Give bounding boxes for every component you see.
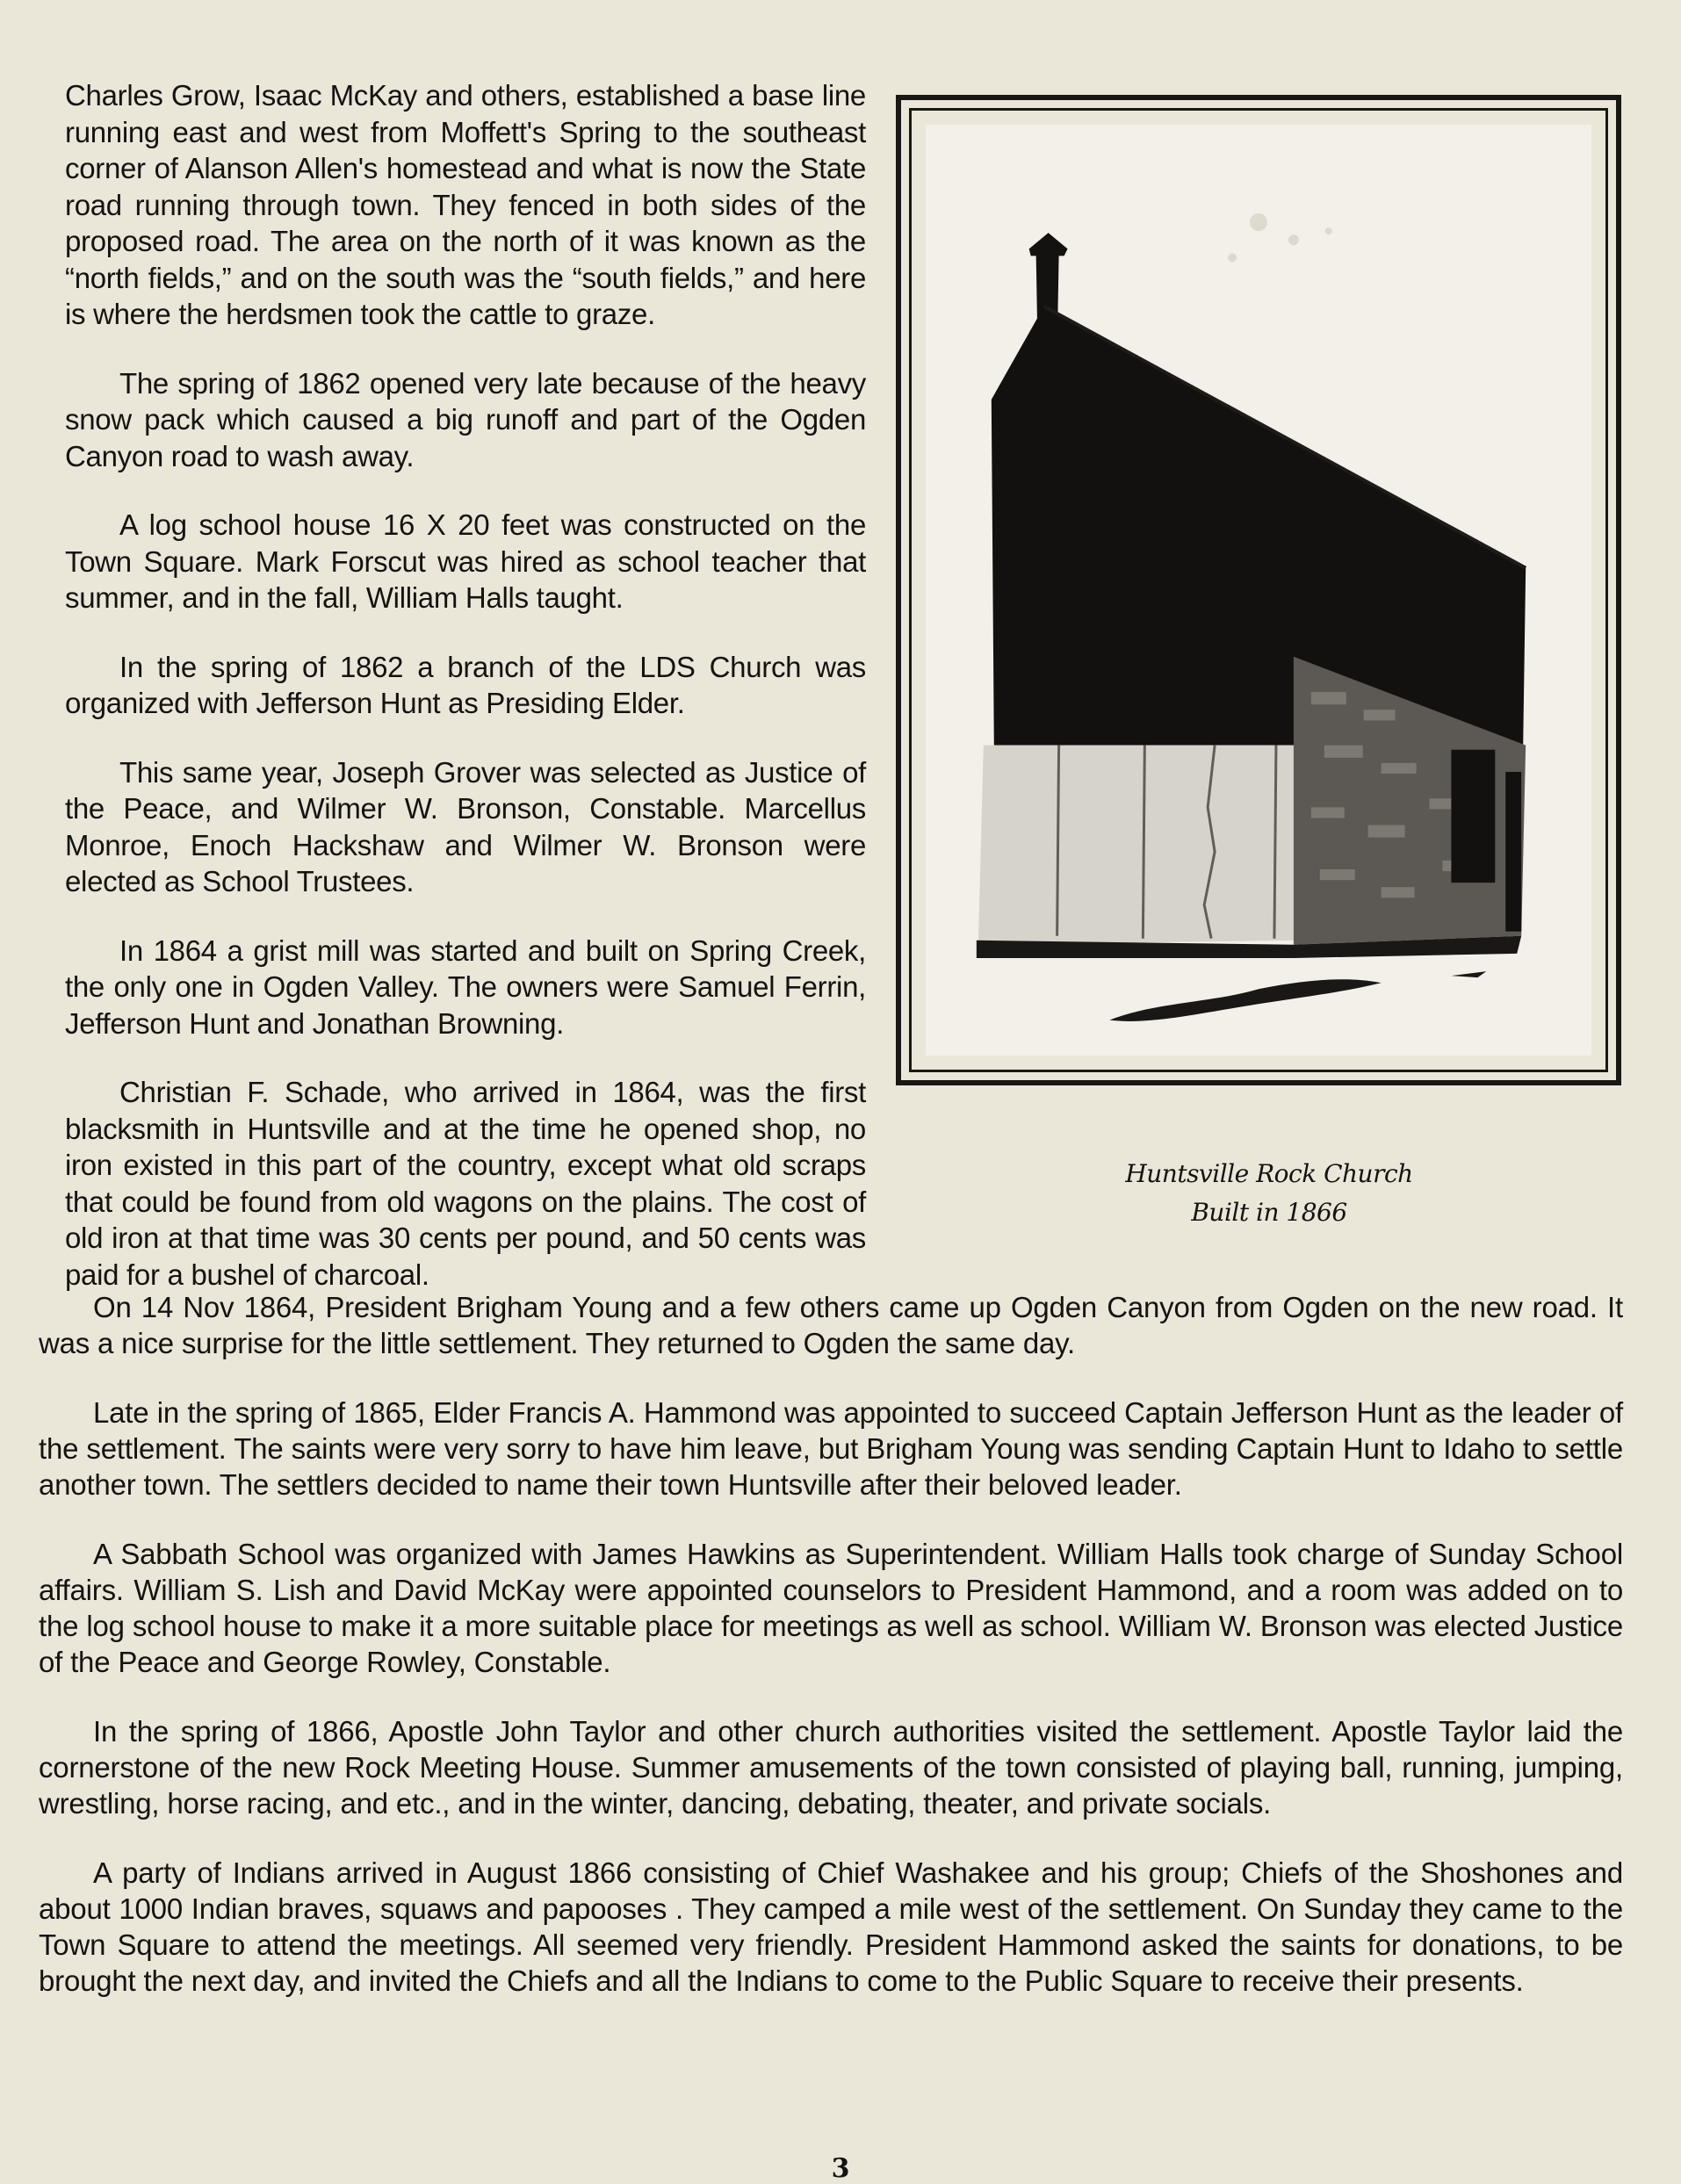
caption-title: Huntsville Rock Church [1125,1159,1413,1188]
paragraph: Late in the spring of 1865, Elder Francis A. Hammond was appointed to succeed Captain Jefferson Hunt as the leader of the settlement. The saints were very sorry to have him leave, but Brigham Young was sending Captain Hunt to Idaho to settle another town. The settlers decided to name their town Huntsville after their beloved leader. [39,1396,1623,1501]
paragraph: On 14 Nov 1864, President Brigham Young and a few others came up Ogden Canyon from Ogden on the new road. It was a nice surprise for the little settlement. They returned to Ogden the same day. [39,1291,1623,1359]
caption-date: Built in 1866 [1191,1198,1347,1227]
left-text-column [65,77,866,1325]
photo-caption [1054,1155,1484,1232]
paragraph: In 1864 a grist mill was started and built on Spring Creek, the only one in Ogden Valley. The owners were Samuel Ferrin, Jefferson Hunt and Jonathan Browning. [65,933,866,1040]
paragraph: In the spring of 1862 a branch of the LDS Church was organized with Jefferson Hunt as Presiding Elder. [65,650,866,719]
paragraph: In the spring of 1866, Apostle John Taylor and other church authorities visited the settlement. Apostle Taylor laid the cornerstone of the new Rock Meeting House. Summer amusements of the town consisted of playing ball, running, jumping, wrestling, horse racing, and etc., and in the winter, dancing, debating, theater, and private socials. [39,1715,1623,1820]
photo-inner-border [909,108,1608,1072]
paragraph: This same year, Joseph Grover was selected as Justice of the Peace, and Wilmer W. Bronson, Constable. Marcellus Monroe, Enoch Hackshaw and Wilmer W. Bronson were elected as School Trustees. [65,755,866,897]
paragraph: A party of Indians arrived in August 1866 consisting of Chief Washakee and his group; Chiefs of the Shoshones and about 1000 Indian braves, squaws and papooses . They camped a mile west of the settlement. On Sunday they came to the Town Square to attend the meetings. All seemed very friendly. President Hammond asked the saints for donations, to be brought the next day, and invited the Chiefs and all the Indians to come to the Public Square to receive their presents. [39,1856,1623,1997]
photo-frame [896,95,1621,1085]
church-photo [926,125,1591,1056]
paragraph: A Sabbath School was organized with James Hawkins as Superintendent. William Halls took charge of Sunday School affairs. William S. Lish and David McKay were appointed counselors to President Hammond, and a room was added on to the log school house to make it a more suitable place for meetings as well as school. William W. Bronson was elected Justice of the Peace and George Rowley, Constable. [39,1538,1623,1678]
full-width-text [39,1289,1623,2032]
paragraph: A log school house 16 X 20 feet was constructed on the Town Square. Mark Forscut was hired as school teacher that summer, and in the fall, William Halls taught. [65,508,866,614]
page-number: 3 [831,2153,850,2184]
paragraph: Christian F. Schade, who arrived in 1864, was the first blacksmith in Huntsville and at the time he opened shop, no iron existed in this part of the country, except what old scraps that could be found from old wagons on the plains. The cost of old iron at that time was 30 cents per pound, and 50 cents was paid for a bushel of charcoal. [65,1076,866,1291]
paragraph: The spring of 1862 opened very late because of the heavy snow pack which caused a big runoff and part of the Ogden Canyon road to wash away. [65,366,866,472]
paragraph: Charles Grow, Isaac McKay and others, established a base line running east and west from Moffett's Spring to the southeast corner of Alanson Allen's homestead and what is now the State road running through town. They fenced in both sides of the proposed road. The area on the north of it was known as the “north fields,” and on the south was the “south fields,” and here is where the herdsmen took the cattle to graze. [65,79,866,330]
